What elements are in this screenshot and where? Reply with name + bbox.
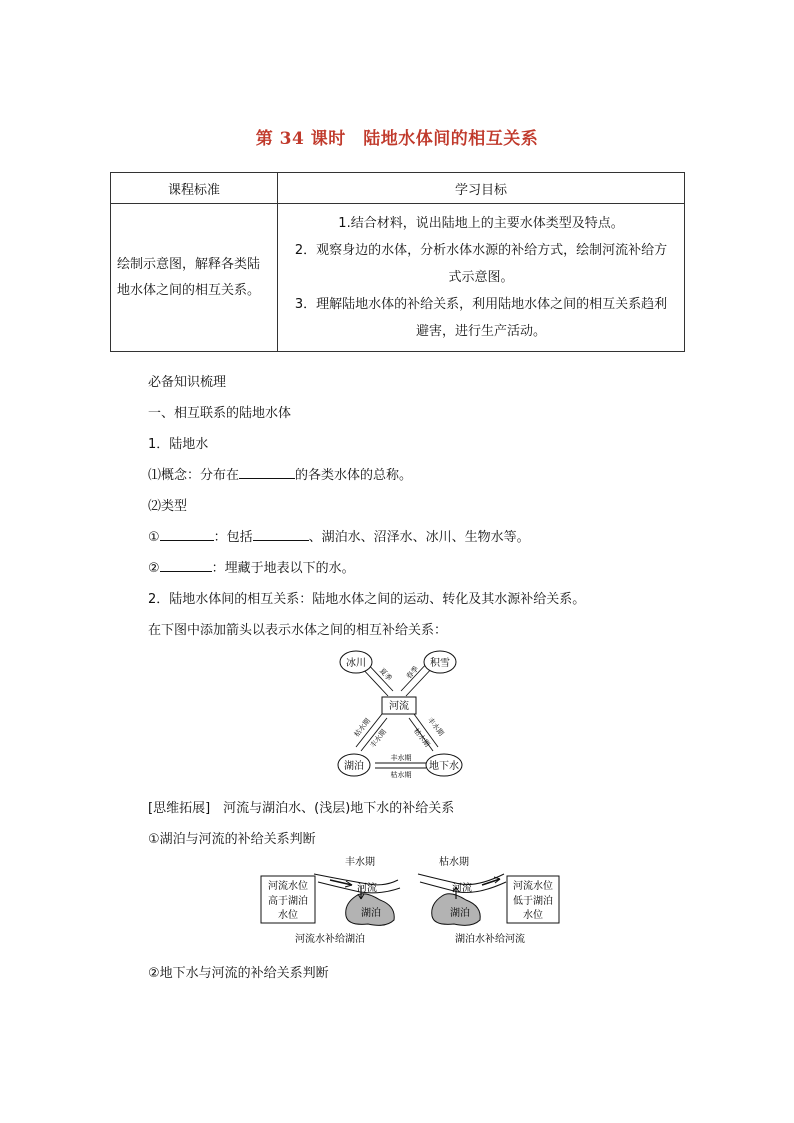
snow-label: 积雪: [430, 658, 450, 669]
standard-line: 地水体之间的相互关系。: [117, 282, 261, 298]
concept-prefix: ⑴概念：分布在: [148, 468, 240, 483]
bottom-wet-label: 丰水期: [390, 754, 412, 762]
extension-line: [思维拓展] 河流与湖泊水、(浅层)地下水的补给关系: [148, 801, 455, 816]
left-lake-label: 湖泊: [361, 908, 381, 919]
type2-prefix: ②: [148, 561, 160, 576]
right-river-label: 河流: [452, 883, 472, 894]
lake-river-diagram: [256, 854, 561, 950]
right-lake-label: 湖泊: [450, 908, 470, 919]
type2-line: [148, 557, 355, 576]
left-box-line: 水位: [278, 910, 298, 921]
right-box-line: 水位: [523, 910, 543, 921]
goal-line: 2．观察身边的水体，分析水体水源的补给方式，绘制河流补给方: [294, 243, 668, 258]
type1-prefix: ①: [148, 530, 160, 545]
table-header-goals: 学习目标: [278, 173, 685, 204]
glacier-label: 冰川: [346, 658, 366, 669]
section-heading: 必备知识梳理: [148, 375, 227, 390]
sub1-line: ①湖泊与河流的补给关系判断: [148, 832, 316, 847]
water-relationship-diagram: [330, 644, 470, 784]
type2-blank[interactable]: [160, 557, 212, 572]
standard-cell: [111, 204, 278, 352]
left-box-line: 河流水位: [268, 881, 308, 892]
goal-line: 避害，进行生产活动。: [415, 324, 546, 339]
type1-suffix: 、湖泊水、沼泽水、冰川、生物水等。: [308, 530, 530, 545]
left-box-line: 高于湖泊: [268, 896, 308, 907]
right-wet-label: 丰水期: [425, 716, 446, 738]
concept-suffix: 的各类水体的总称。: [295, 468, 413, 483]
spring-label: 春季: [404, 664, 421, 681]
right-dry-label: 枯水期: [411, 727, 432, 749]
bottom-dry-label: 枯水期: [390, 771, 412, 779]
type1-line: [148, 526, 530, 545]
type1-blank[interactable]: [160, 526, 214, 541]
groundwater-label: 地下水: [429, 761, 459, 772]
right-box-line: 低于湖泊: [513, 896, 553, 907]
goals-cell: [278, 204, 685, 352]
standard-line: 绘制示意图，解释各类陆: [117, 256, 261, 272]
type1-middle: ：包括: [213, 530, 253, 545]
item2-line: 2．陆地水体间的相互关系：陆地水体之间的运动、转化及其水源补给关系。: [148, 592, 586, 607]
left-period-label: 丰水期: [345, 857, 375, 868]
goal-line: 式示意图。: [448, 270, 514, 285]
left-dry-label: 枯水期: [352, 717, 373, 739]
type1-blank-2[interactable]: [253, 526, 309, 541]
lake-label: 湖泊: [344, 761, 364, 772]
summer-label: 夏季: [377, 666, 394, 683]
right-caption: 湖泊水补给河流: [455, 934, 525, 945]
type-label: ⑵类型: [148, 499, 188, 514]
left-wet-label: 丰水期: [368, 728, 389, 750]
river-label: 河流: [389, 701, 409, 712]
sub2-line: ②地下水与河流的补给关系判断: [148, 966, 329, 981]
table-header-standard: 课程标准: [111, 173, 278, 204]
left-caption: 河流水补给湖泊: [295, 934, 365, 945]
page-title: 第 34 课时 陆地水体间的相互关系: [255, 129, 539, 149]
right-box-line: 河流水位: [513, 881, 553, 892]
goal-line: 3．理解陆地水体的补给关系，利用陆地水体之间的相互关系趋利: [294, 297, 668, 312]
curriculum-table: [110, 172, 685, 352]
right-period-label: 枯水期: [439, 857, 469, 868]
concept-blank[interactable]: [239, 464, 295, 479]
left-river-label: 河流: [357, 883, 377, 894]
concept-line: [148, 464, 412, 483]
item1-heading: 1．陆地水: [148, 437, 209, 452]
instruction-line: 在下图中添加箭头以表示水体之间的相互补给关系：: [148, 623, 448, 638]
type2-suffix: ：埋藏于地表以下的水。: [211, 561, 355, 576]
goal-line: 1.结合材料，说出陆地上的主要水体类型及特点。: [338, 216, 624, 231]
part1-heading: 一、相互联系的陆地水体: [148, 406, 292, 421]
